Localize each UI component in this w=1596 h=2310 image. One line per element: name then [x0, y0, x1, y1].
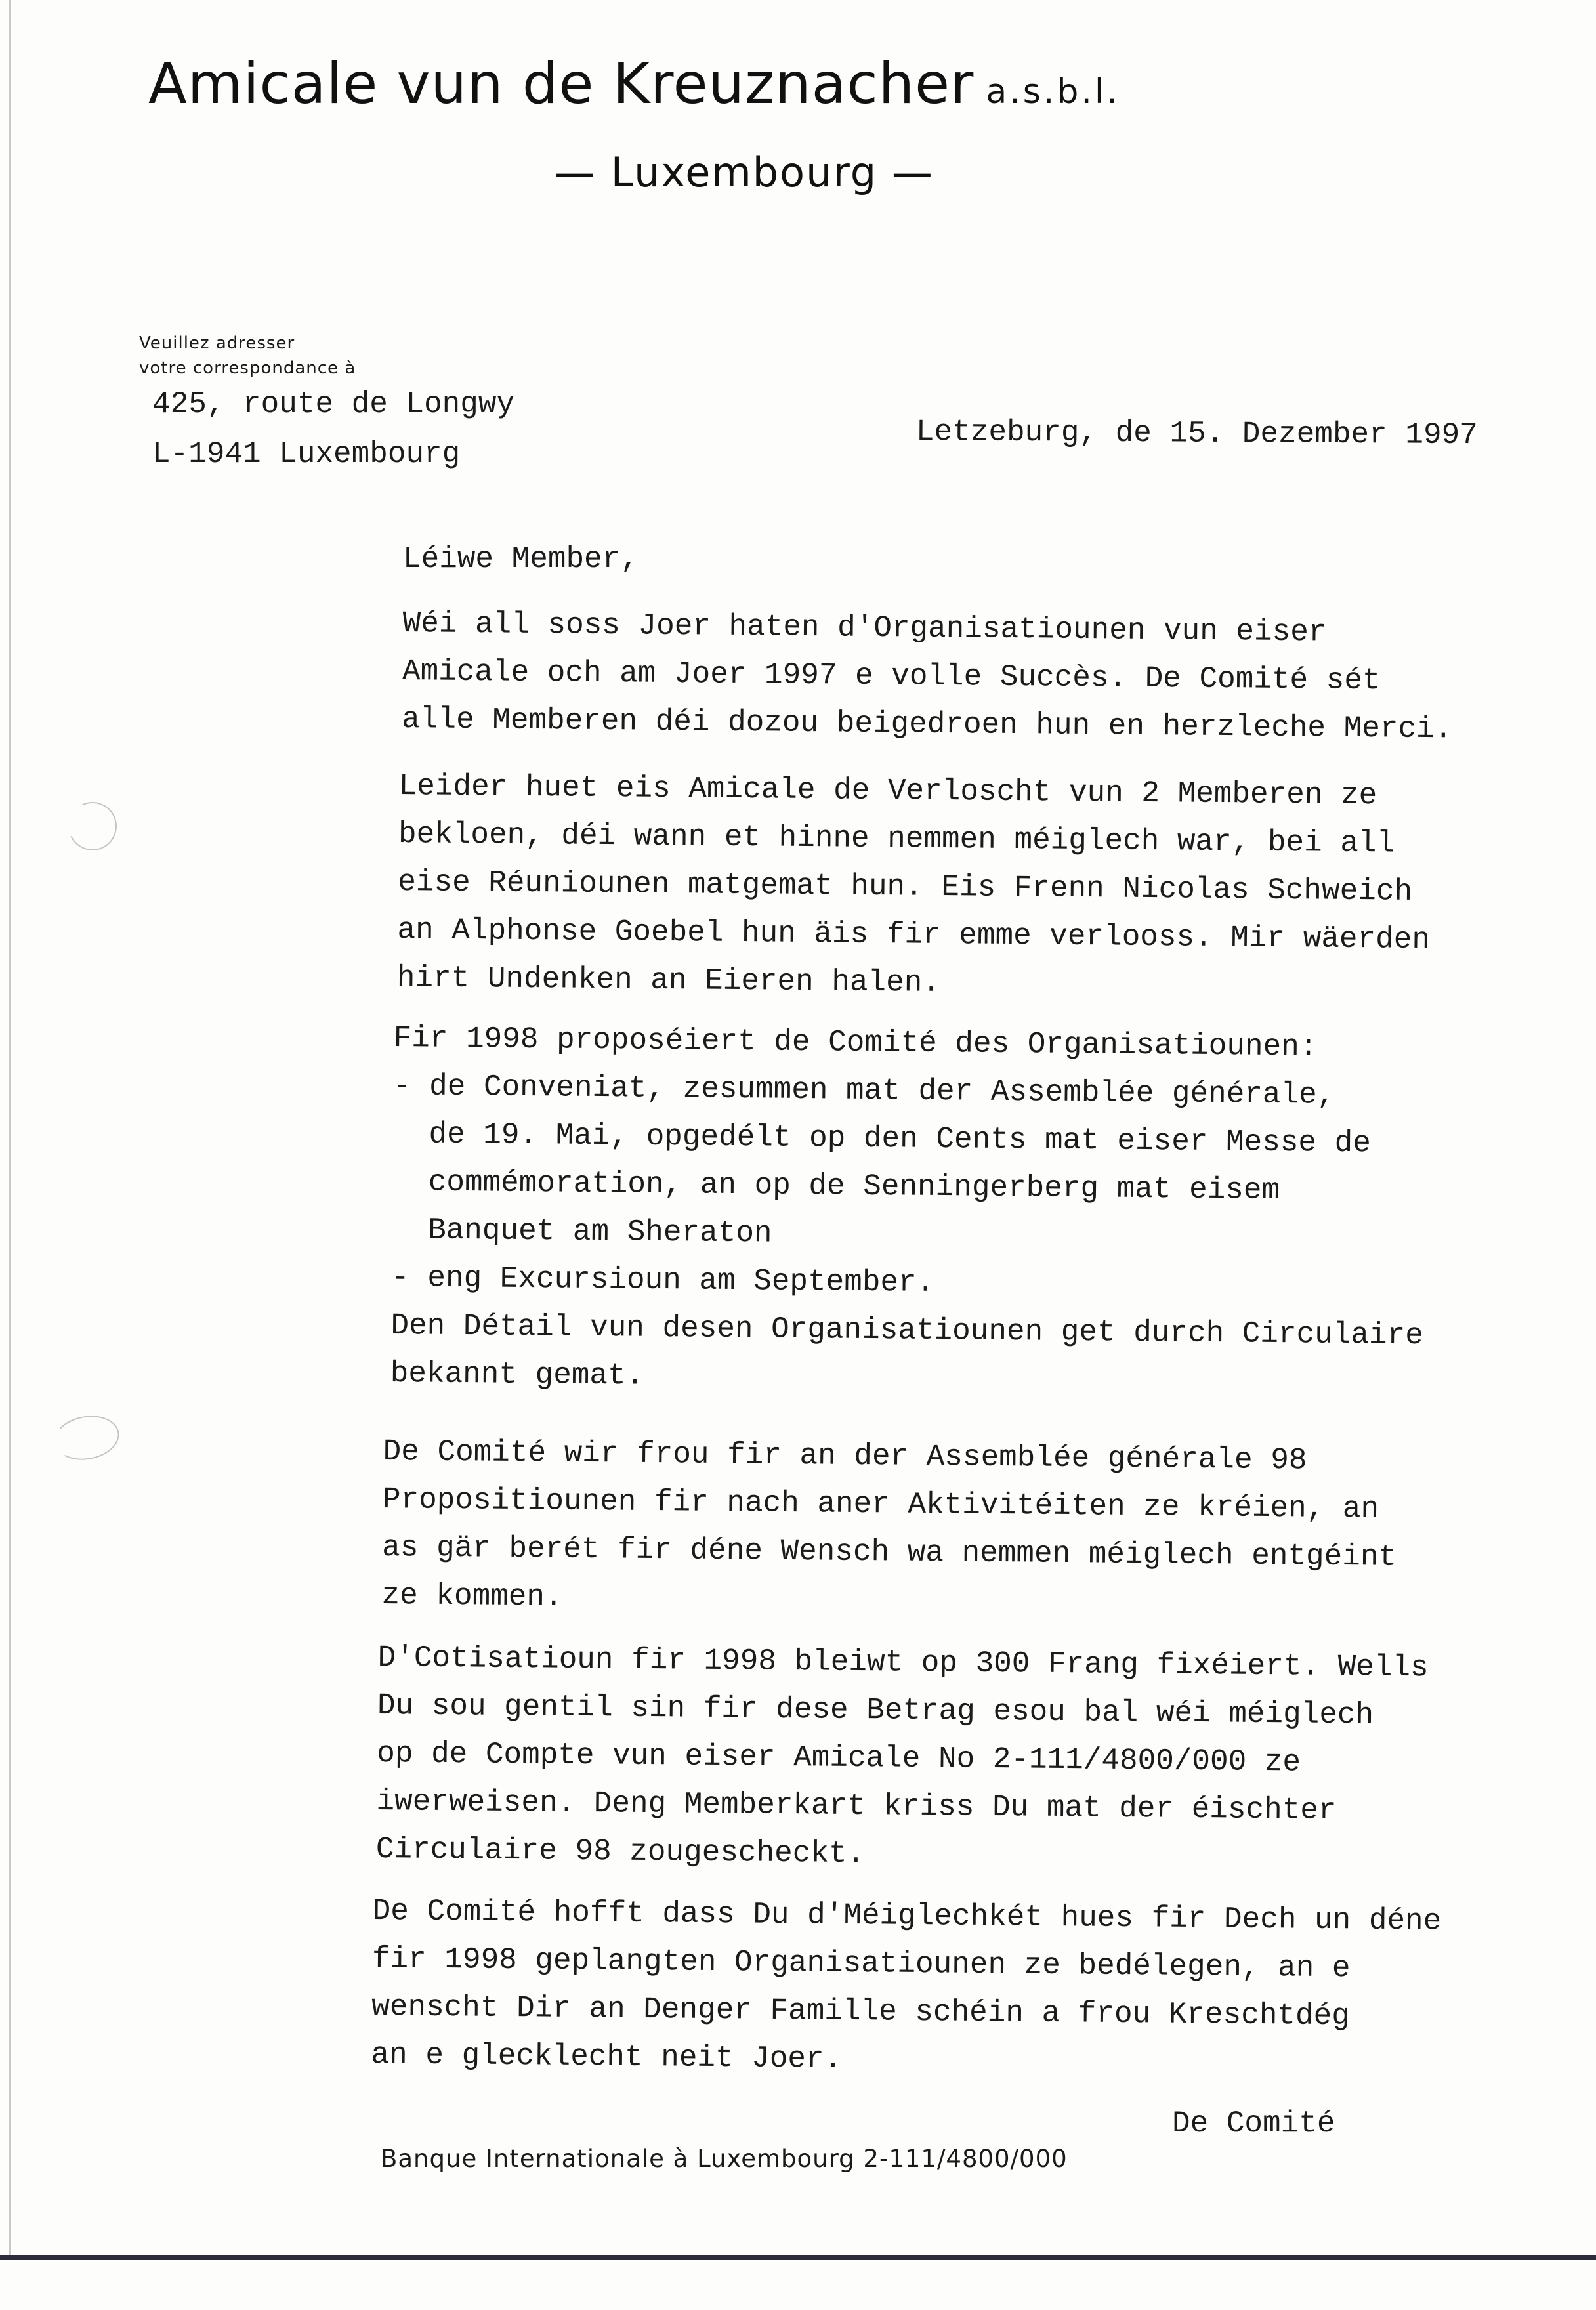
- paragraph-line: bekannt gemat.: [390, 1356, 644, 1393]
- letterhead-title: [148, 51, 1120, 117]
- punch-hole-mark: [51, 1411, 123, 1465]
- paragraph-line: Amicale och am Joer 1997 e volle Succès. De Comité sét: [402, 654, 1381, 698]
- paragraph-line: as gär berét fir déne Wensch wa nemmen méiglech entgéint: [382, 1530, 1397, 1574]
- paragraph-line: Wéi all soss Joer haten d'Organisatiounen vun eiser: [402, 606, 1327, 650]
- legal-form: a.s.b.l.: [986, 72, 1120, 112]
- paragraph-line: De Comité wir frou fir an der Assemblée générale 98: [383, 1434, 1307, 1478]
- bottom-divider: [0, 2255, 1596, 2260]
- letter-paragraph-membership-fee: [375, 1634, 1428, 1883]
- paragraph-line: - de Conveniat, zesummen mat der Assemblée générale,: [392, 1068, 1335, 1112]
- address-street: 425, route de Longwy: [152, 387, 515, 421]
- paragraph-line: fir 1998 geplangten Organisatiounen ze bedélegen, an e: [371, 1941, 1351, 1986]
- paragraph-line: ze kommen.: [381, 1578, 563, 1614]
- bank-footer: Banque Internationale à Luxembourg 2-111/4800/000: [381, 2145, 1068, 2173]
- paragraph-line: an Alphonse Goebel hun äis fir emme verlooss. Mir wäerden: [397, 912, 1431, 957]
- paragraph-line: Propositiounen fir nach aner Aktivitéiten ze kréien, an: [382, 1482, 1379, 1526]
- punch-hole-mark: [62, 795, 124, 858]
- paragraph-line: Banquet am Sheraton: [391, 1212, 772, 1251]
- correspondence-note-line1: Veuillez adresser: [139, 333, 295, 353]
- paragraph-line: alle Memberen déi dozou beigedroen hun en herzleche Merci.: [402, 702, 1453, 747]
- page-left-edge: [9, 0, 11, 2258]
- paragraph-line: wenscht Dir an Denger Famille schéin a frou Kreschtdég: [371, 1989, 1351, 2034]
- paragraph-line: eise Réuniounen matgemat hun. Eis Frenn Nicolas Schweich: [398, 864, 1413, 909]
- paragraph-line: bekloen, déi wann et hinne nemmen méiglech war, bei all: [398, 816, 1395, 861]
- paragraph-line: Du sou gentil sin fir dese Betrag esou bal wéi méiglech: [377, 1688, 1374, 1732]
- paragraph-line: - eng Excursioun am September.: [390, 1260, 935, 1300]
- letter-paragraph-condolence: [396, 763, 1431, 1012]
- paragraph-line: Fir 1998 proposéiert de Comité des Organisatiounen:: [393, 1020, 1318, 1064]
- paragraph-line: de 19. Mai, opgedélt op den Cents mat eiser Messe de: [392, 1116, 1372, 1161]
- paragraph-line: an e glecklecht neit Joer.: [371, 2037, 843, 2076]
- letterhead-location: — Luxembourg —: [555, 148, 934, 196]
- address-city: L-1941 Luxembourg: [152, 437, 461, 471]
- letter-paragraph-thanks: [402, 600, 1454, 753]
- signature: De Comité: [1172, 2107, 1335, 2141]
- paragraph-line: op de Compte vun eiser Amicale No 2-111/4800/000 ze: [377, 1736, 1301, 1780]
- paragraph-line: Circulaire 98 zougescheckt.: [375, 1832, 866, 1872]
- paragraph-line: hirt Undenken an Eieren halen.: [396, 960, 941, 1000]
- letter-paragraph-closing-wishes: [371, 1887, 1441, 2090]
- paragraph-line: De Comité hofft dass Du d'Méiglechkét hues fir Dech un déne: [372, 1893, 1442, 1939]
- paragraph-line: D'Cotisatioun fir 1998 bleiwt op 300 Frang fixéiert. Wells: [377, 1640, 1429, 1685]
- date-line: Letzeburg, de 15. Dezember 1997: [915, 415, 1478, 453]
- letter-paragraph-program-1998: [390, 1015, 1426, 1408]
- correspondence-note-line2: votre correspondance à: [139, 358, 356, 378]
- paragraph-line: Leider huet eis Amicale de Verloscht vun 2 Memberen ze: [398, 768, 1377, 813]
- letter-paragraph-proposals: [381, 1428, 1398, 1629]
- paragraph-line: iwerweisen. Deng Memberkart kriss Du mat der éischter: [376, 1784, 1337, 1828]
- paragraph-line: Den Détail vun desen Organisatiounen get durch Circulaire: [390, 1308, 1424, 1353]
- organization-name: Amicale vun de Kreuznacher: [148, 51, 975, 117]
- salutation: Léiwe Member,: [403, 542, 639, 576]
- paragraph-line: commémoration, an op de Senningerberg mat eisem: [392, 1164, 1280, 1208]
